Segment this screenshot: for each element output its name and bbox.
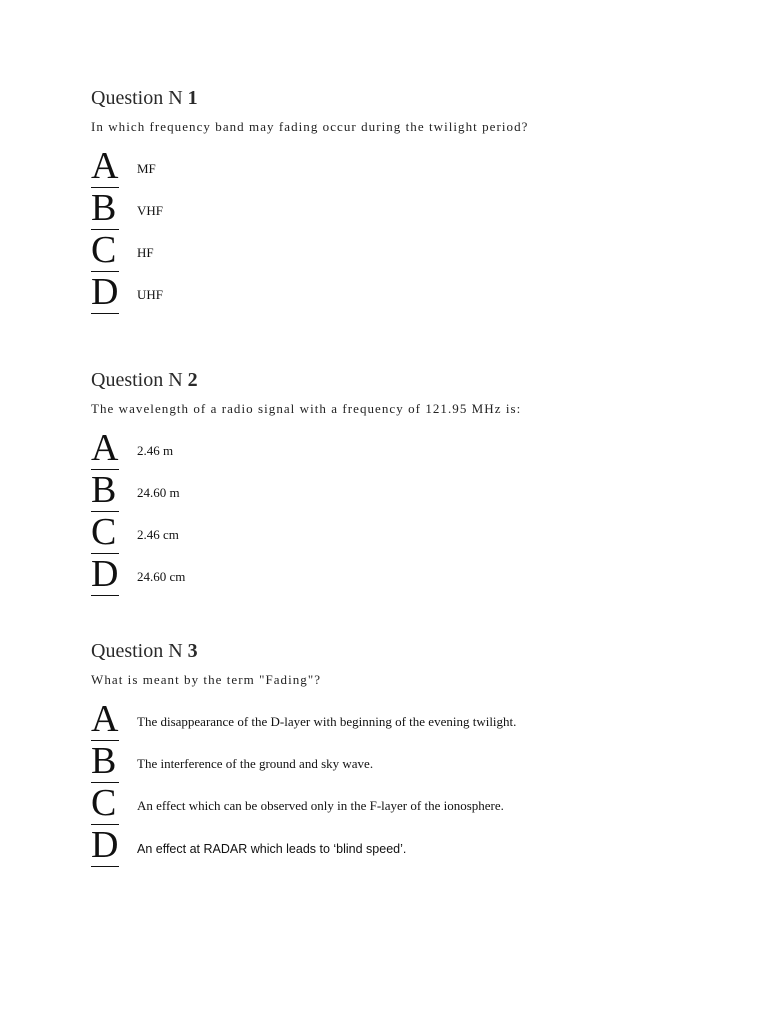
option-text: 24.60 cm bbox=[137, 569, 186, 584]
option-d[interactable] bbox=[91, 555, 731, 597]
answer-options bbox=[91, 147, 731, 315]
option-letter[interactable]: C bbox=[91, 784, 119, 825]
question-number: 3 bbox=[187, 640, 198, 662]
option-text: 24.60 m bbox=[137, 485, 180, 500]
question-heading bbox=[91, 639, 731, 663]
question-heading-label: Question N bbox=[91, 87, 183, 109]
question-3 bbox=[91, 639, 731, 868]
option-d[interactable] bbox=[91, 826, 731, 868]
option-letter[interactable]: C bbox=[91, 231, 119, 272]
option-text: UHF bbox=[137, 287, 164, 302]
option-letter[interactable]: D bbox=[91, 553, 119, 595]
option-letter[interactable]: D bbox=[91, 824, 119, 866]
question-number: 2 bbox=[187, 369, 198, 391]
option-text: HF bbox=[137, 245, 154, 260]
question-2 bbox=[91, 368, 731, 597]
question-heading bbox=[91, 86, 731, 110]
question-text: The wavelength of a radio signal with a frequency of 121.95 MHz is: bbox=[91, 401, 522, 416]
option-text: The disappearance of the D-layer with beginning of the evening twilight. bbox=[137, 714, 517, 729]
option-letter[interactable]: C bbox=[91, 513, 119, 554]
question-heading bbox=[91, 368, 731, 392]
question-number: 1 bbox=[187, 87, 198, 109]
option-text: MF bbox=[137, 161, 156, 176]
option-d[interactable] bbox=[91, 273, 731, 315]
option-c[interactable] bbox=[91, 513, 731, 555]
answer-options bbox=[91, 429, 731, 597]
answer-options bbox=[91, 700, 731, 868]
option-text: The interference of the ground and sky wave. bbox=[137, 756, 374, 771]
question-text: In which frequency band may fading occur during the twilight period? bbox=[91, 119, 529, 134]
option-text: An effect at RADAR which leads to ‘blind speed’. bbox=[137, 842, 407, 856]
option-text: VHF bbox=[137, 203, 164, 218]
option-letter[interactable]: A bbox=[91, 145, 119, 187]
option-letter[interactable]: B bbox=[91, 471, 119, 512]
option-c[interactable] bbox=[91, 231, 731, 273]
question-heading-label: Question N bbox=[91, 640, 183, 662]
option-letter[interactable]: B bbox=[91, 742, 119, 783]
option-a[interactable] bbox=[91, 429, 731, 471]
option-b[interactable] bbox=[91, 189, 731, 231]
option-c[interactable] bbox=[91, 784, 731, 826]
question-heading-label: Question N bbox=[91, 369, 183, 391]
option-text: 2.46 cm bbox=[137, 527, 179, 542]
option-letter[interactable]: B bbox=[91, 189, 119, 230]
option-a[interactable] bbox=[91, 700, 731, 742]
option-letter[interactable]: D bbox=[91, 271, 119, 313]
question-text: What is meant by the term "Fading"? bbox=[91, 672, 322, 687]
option-text: An effect which can be observed only in the F-layer of the ionosphere. bbox=[137, 798, 504, 813]
question-1 bbox=[91, 86, 731, 315]
option-letter[interactable]: A bbox=[91, 427, 119, 469]
option-text: 2.46 m bbox=[137, 443, 174, 458]
option-b[interactable] bbox=[91, 742, 731, 784]
option-b[interactable] bbox=[91, 471, 731, 513]
option-letter[interactable]: A bbox=[91, 698, 119, 740]
option-a[interactable] bbox=[91, 147, 731, 189]
